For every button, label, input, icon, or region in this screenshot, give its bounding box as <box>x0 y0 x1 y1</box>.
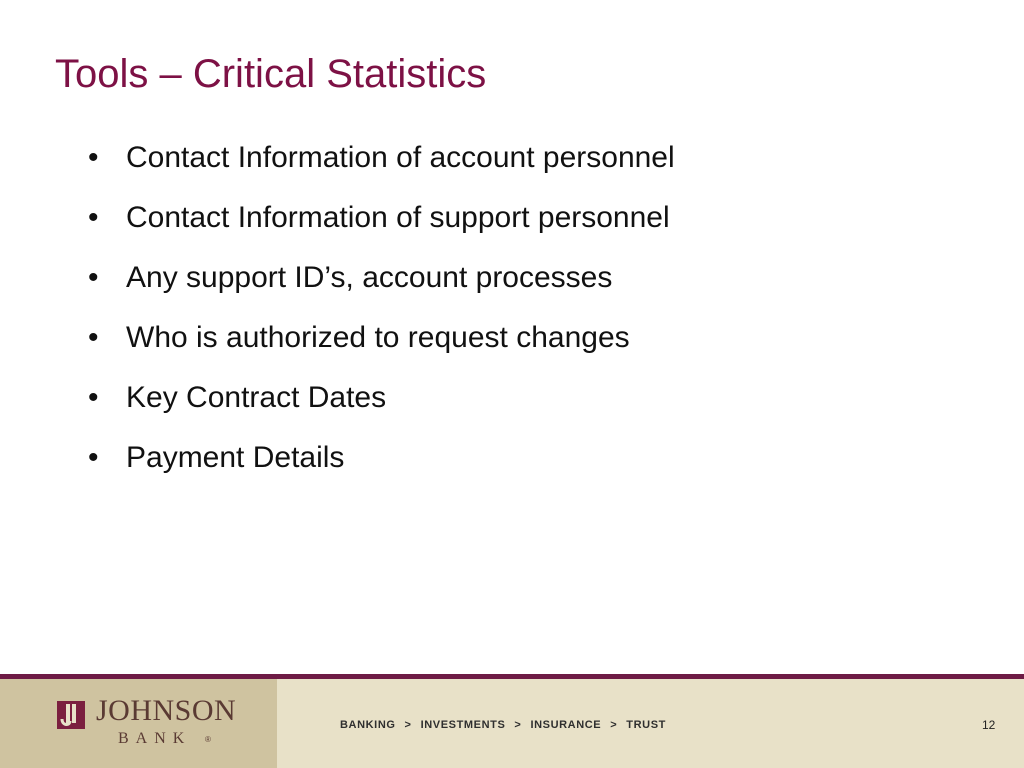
slide-title: Tools – Critical Statistics <box>55 52 487 96</box>
bullet-item <box>88 190 675 250</box>
bullet-text: Any support ID’s, account processes <box>126 261 613 294</box>
bullet-item <box>88 130 675 190</box>
tagline-item-trust: TRUST <box>626 719 666 731</box>
tagline-item-banking: BANKING <box>340 719 396 731</box>
bullet-text: Who is authorized to request changes <box>126 321 630 354</box>
bullet-item <box>88 250 675 310</box>
registered-mark: ® <box>205 735 211 744</box>
bullet-item <box>88 310 675 370</box>
tagline-separator: > <box>610 719 618 731</box>
bullet-icon: • <box>88 321 99 354</box>
bullet-text: Contact Information of support personnel <box>126 201 670 234</box>
bullet-icon: • <box>88 201 99 234</box>
tagline-item-insurance: INSURANCE <box>530 719 602 731</box>
bullet-text: Contact Information of account personnel <box>126 141 675 174</box>
bullet-list <box>88 130 675 490</box>
logo-wordmark: JOHNSON <box>96 694 237 727</box>
bullet-text: Payment Details <box>126 441 345 474</box>
logo-subtitle: BANK <box>118 730 192 747</box>
johnson-bank-logo-icon <box>57 701 85 729</box>
bullet-item <box>88 430 675 490</box>
tagline-item-investments: INVESTMENTS <box>420 719 506 731</box>
bullet-icon: • <box>88 141 99 174</box>
tagline-separator: > <box>514 719 522 731</box>
bullet-text: Key Contract Dates <box>126 381 387 414</box>
bullet-item <box>88 370 675 430</box>
page-number: 12 <box>982 718 996 732</box>
tagline-separator: > <box>404 719 412 731</box>
bullet-icon: • <box>88 381 99 414</box>
footer-tagline <box>340 719 666 731</box>
bullet-icon: • <box>88 441 99 474</box>
slide-footer <box>0 674 1024 768</box>
bullet-icon: • <box>88 261 99 294</box>
